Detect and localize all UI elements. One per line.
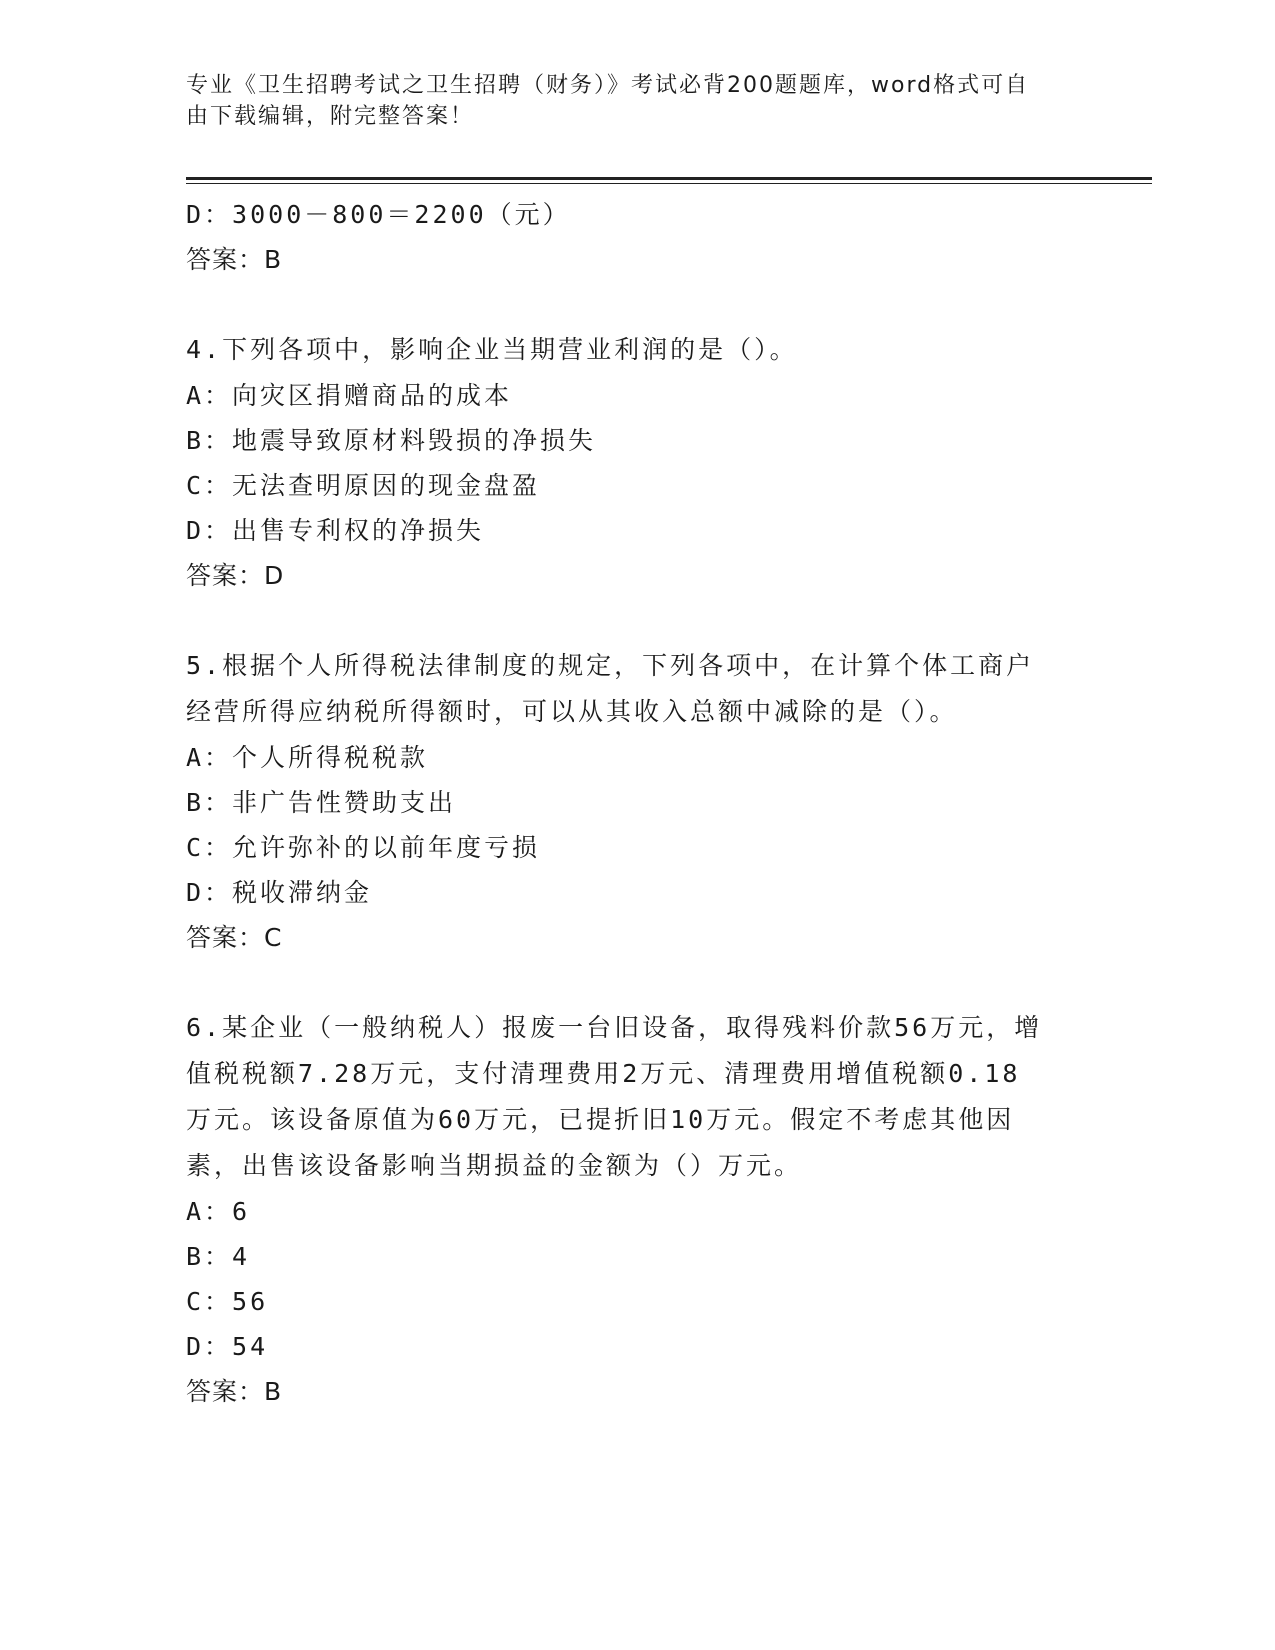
option-c: C：无法查明原因的现金盘盈 (186, 471, 541, 500)
spacer (186, 960, 1086, 1005)
option-a: A：向灾区捐赠商品的成本 (186, 381, 513, 410)
document-header (186, 70, 1066, 132)
header-line-2: 由下载编辑，附完整答案！ (186, 104, 475, 129)
header-line-1: 专业《卫生招聘考试之卫生招聘（财务）》考试必背200题题库，word格式可自 (186, 73, 1030, 98)
previous-question-tail (186, 192, 1086, 282)
option-b: B：地震导致原材料毁损的净损失 (186, 426, 597, 455)
question-4 (186, 327, 1086, 598)
option-b: B：非广告性赞助支出 (186, 788, 457, 817)
option-d: D：税收滞纳金 (186, 878, 373, 907)
spacer (186, 282, 1086, 327)
question-6 (186, 1005, 1086, 1414)
option-a: A：6 (186, 1197, 251, 1226)
header-rule-thick (186, 177, 1152, 180)
option-a: A：个人所得税税款 (186, 743, 429, 772)
question-5 (186, 643, 1086, 960)
option-d: D：出售专利权的净损失 (186, 516, 485, 545)
answer-line: 答案：D (186, 561, 285, 590)
question-stem-line-1: 5.根据个人所得税法律制度的规定，下列各项中，在计算个体工商户 (186, 651, 1035, 680)
answer-line: 答案：B (186, 245, 283, 274)
question-stem-line-2: 值税税额7.28万元，支付清理费用2万元、清理费用增值税额0.18 (186, 1059, 1021, 1088)
answer-line: 答案：B (186, 1377, 283, 1406)
question-stem-line-4: 素，出售该设备影响当期损益的金额为（）万元。 (186, 1151, 803, 1180)
answer-line: 答案：C (186, 923, 283, 952)
option-b: B：4 (186, 1242, 251, 1271)
question-stem-line-2: 经营所得应纳税所得额时，可以从其收入总额中减除的是（）。 (186, 697, 958, 726)
spacer (186, 598, 1086, 643)
header-rule-thin (186, 183, 1152, 184)
option-d: D：54 (186, 1332, 269, 1361)
question-stem-line-1: 6.某企业（一般纳税人）报废一台旧设备，取得残料价款56万元，增 (186, 1013, 1043, 1042)
option-c: C：56 (186, 1287, 269, 1316)
question-stem-line-3: 万元。该设备原值为60万元，已提折旧10万元。假定不考虑其他因 (186, 1105, 1015, 1134)
question-stem: 4.下列各项中，影响企业当期营业利润的是（）。 (186, 335, 798, 364)
option-c: C：允许弥补的以前年度亏损 (186, 833, 541, 862)
option-d: D：3000－800＝2200（元） (186, 200, 571, 229)
question-content (186, 192, 1086, 1414)
